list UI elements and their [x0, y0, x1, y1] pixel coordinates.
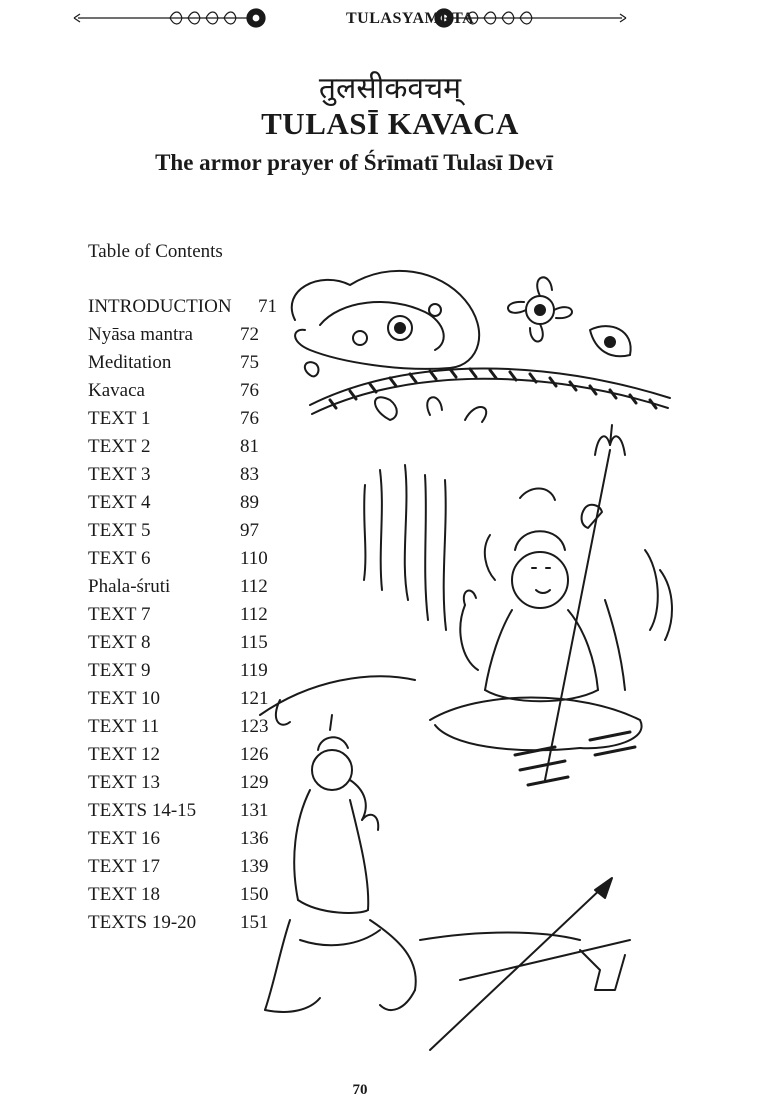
toc-entry-title: TEXT 6	[88, 548, 151, 569]
toc-entry-title: TEXT 17	[88, 856, 160, 877]
toc-entry-title: TEXT 12	[88, 744, 160, 765]
toc-entry-title: TEXT 1	[88, 408, 151, 429]
toc-entry-page: 81	[240, 436, 259, 457]
toc-entry[interactable]	[88, 296, 277, 318]
toc-entry[interactable]	[88, 660, 268, 682]
toc-entry-page: 112	[240, 604, 268, 625]
toc-entry-title: TEXT 9	[88, 660, 151, 681]
toc-entry-title: TEXT 8	[88, 632, 151, 653]
toc-entry-page: 112	[240, 576, 268, 597]
toc-entry-title: TEXT 16	[88, 828, 160, 849]
toc-entry[interactable]	[88, 436, 259, 458]
toc-entry[interactable]	[88, 856, 269, 878]
toc-entry[interactable]	[88, 744, 269, 766]
toc-entry-page: 151	[240, 912, 269, 933]
toc-entry[interactable]	[88, 772, 269, 794]
toc-entry-title: TEXTS 19-20	[88, 912, 197, 933]
toc-entry-title: Phala-śruti	[88, 576, 171, 597]
toc-entry-page: 123	[240, 716, 269, 737]
toc-entry-title: TEXT 18	[88, 884, 160, 905]
toc-entry-title: Nyāsa mantra	[88, 324, 193, 345]
toc-entry-page: 115	[240, 632, 268, 653]
toc-entry-page: 139	[240, 856, 269, 877]
toc-entry-title: TEXT 10	[88, 688, 160, 709]
toc-entry[interactable]	[88, 884, 269, 906]
toc-entry-page: 89	[240, 492, 259, 513]
toc-entry[interactable]	[88, 408, 259, 430]
toc-entry[interactable]	[88, 576, 268, 598]
toc-entry-title: TEXT 5	[88, 520, 151, 541]
toc-entry[interactable]	[88, 604, 268, 626]
toc-entry[interactable]	[88, 688, 269, 710]
page-number: 70	[352, 1082, 368, 1098]
toc-entry-page: 72	[240, 324, 259, 345]
toc-entry[interactable]	[88, 324, 259, 346]
toc-entry[interactable]	[88, 464, 259, 486]
toc-entry-title: TEXT 7	[88, 604, 151, 625]
toc-entry-title: TEXTS 14-15	[88, 800, 197, 821]
toc-entry-page: 71	[258, 296, 277, 317]
toc-entry[interactable]	[88, 520, 259, 542]
toc-entry-page: 83	[240, 464, 259, 485]
toc-entry-page: 136	[240, 828, 269, 849]
toc-entry-title: TEXT 4	[88, 492, 151, 513]
toc-entry-title: TEXT 2	[88, 436, 151, 457]
toc-entry-title: INTRODUCTION	[88, 296, 232, 317]
toc-entry-page: 75	[240, 352, 259, 373]
toc-entry-page: 97	[240, 520, 259, 541]
toc-entry-page: 131	[240, 800, 269, 821]
toc-entry[interactable]	[88, 912, 269, 934]
toc-entry-title: Kavaca	[88, 380, 145, 401]
toc-entry[interactable]	[88, 828, 269, 850]
shiva-and-devotee-line-drawing-icon	[250, 250, 690, 1060]
toc-entry-page: 76	[240, 380, 259, 401]
toc-entry-page: 76	[240, 408, 259, 429]
toc-entry[interactable]	[88, 352, 259, 374]
toc-entry[interactable]	[88, 632, 268, 654]
toc-entry-title: TEXT 13	[88, 772, 160, 793]
toc-entry-title: TEXT 11	[88, 716, 160, 737]
toc-entry[interactable]	[88, 716, 269, 738]
toc-entry-page: 121	[240, 688, 269, 709]
toc-entry-page: 110	[240, 548, 268, 569]
toc-entry-title: TEXT 3	[88, 464, 151, 485]
toc-entry-title: Meditation	[88, 352, 172, 373]
page-title: TULASĪ KAVACA	[261, 106, 519, 141]
sanskrit-title: तुलसीकवचम्	[318, 71, 462, 106]
toc-entry[interactable]	[88, 492, 259, 514]
toc-entry-page: 129	[240, 772, 269, 793]
toc-entry-page: 119	[240, 660, 268, 681]
page-subtitle: The armor prayer of Śrīmatī Tulasī Devī	[155, 150, 553, 175]
toc-entry[interactable]	[88, 380, 259, 402]
toc-heading: Table of Contents	[88, 241, 223, 262]
toc-entry-page: 150	[240, 884, 269, 905]
toc-entry-page: 126	[240, 744, 269, 765]
toc-entry[interactable]	[88, 800, 269, 822]
running-header	[70, 4, 630, 32]
running-title: TULASYAMṚTA	[346, 10, 475, 27]
toc-entry[interactable]	[88, 548, 268, 570]
